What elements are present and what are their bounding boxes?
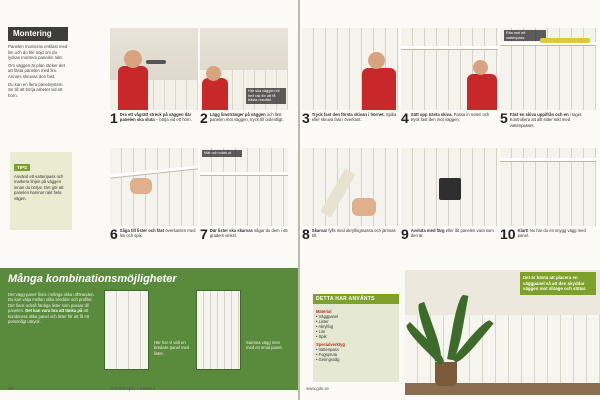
combinations-box bbox=[0, 268, 298, 390]
step-text: fylls med akrylfogmassa och jämnas till. bbox=[311, 228, 396, 239]
step-text: Passa in noten och tryck fast den mot väggen. bbox=[410, 112, 490, 123]
step-caption bbox=[401, 228, 498, 241]
step-title: Sätt upp nästa skiva. bbox=[410, 112, 453, 117]
materials-heading: DETTA HAR ANVÄNTS bbox=[313, 294, 399, 304]
panel-sample-photo bbox=[196, 290, 241, 370]
combinations-paragraph: Det vägg-panel finns i många olika utföranden. Du kan välja mellan olika bredder och profiler. Det finns också färdiga lister som passar till panelen. bbox=[8, 292, 95, 314]
photo-inset-label: Här ska väggen bli helt rak för att få bästa resultat bbox=[246, 88, 286, 104]
step-7-photo bbox=[200, 148, 288, 226]
step-number: 4 bbox=[401, 110, 409, 126]
step-4-photo bbox=[401, 28, 498, 110]
step-text: eller låt panelen vara som den är. bbox=[410, 228, 494, 239]
step-text: och fäst panelen mot väggen, tryck till ordentligt. bbox=[209, 112, 284, 123]
step-title: Där lister ska skarvas bbox=[209, 228, 253, 233]
tip-box bbox=[10, 152, 72, 230]
step-title: Tryck fast den första skivan i hörnet. bbox=[311, 112, 385, 117]
step-5-photo bbox=[500, 28, 596, 110]
step-title: Såga till lister och fäst bbox=[119, 228, 165, 233]
magazine-issue: Gör Det Själv • 10/2014 bbox=[110, 386, 155, 391]
step-number: 9 bbox=[401, 226, 409, 242]
step-10-photo bbox=[500, 148, 596, 226]
step-6-photo bbox=[110, 148, 198, 226]
photo-inset-label: Rita mot ett vattenpass bbox=[504, 30, 546, 41]
step-title: Avsluta med färg bbox=[410, 228, 445, 233]
photo-inset-label: Mät och märk ut bbox=[202, 150, 242, 157]
step-number: 5 bbox=[500, 110, 508, 126]
room-caption: Det är bästa att placera en väggpanel så att den skyddar väggen mot slitage och stötar. bbox=[520, 272, 596, 295]
tip-text: Använd ett vattenpass och markera linjen på väggen innan du börjar. Det gör att panelen hamnar rakt hela vägen. bbox=[14, 174, 64, 201]
step-title: Fäst en skiva uppifrån och en bbox=[509, 112, 569, 117]
combinations-text bbox=[8, 292, 98, 324]
intro-text bbox=[8, 44, 70, 100]
step-3-photo bbox=[302, 28, 399, 110]
step-caption bbox=[110, 112, 198, 125]
site-url: www.gds.se bbox=[306, 386, 329, 391]
materials-subheading: Material bbox=[316, 309, 332, 314]
step-1-photo bbox=[110, 28, 198, 110]
combinations-title: Många kombinationsmöjligheter bbox=[8, 273, 177, 285]
step-text: sågar du dem i 45 graders vinkel. bbox=[209, 228, 288, 239]
panel-sample-caption: Här har vi valt en bredare panel med lister. bbox=[154, 340, 190, 356]
tool-item: • Fogspruta bbox=[316, 351, 338, 357]
step-text: Nu har du en snygg vägg med panel. bbox=[517, 228, 586, 239]
step-title: Dra ett vågrätt streck på väggen där panelen ska sluta bbox=[119, 112, 192, 123]
combinations-highlight: Det kan vara bra att tänka på bbox=[25, 308, 83, 314]
step-text: överkanten med lim och spik. bbox=[119, 228, 196, 239]
panel-sample-photo bbox=[104, 290, 149, 370]
step-caption bbox=[302, 112, 399, 125]
step-title: Lägg limstränger på väggen bbox=[209, 112, 266, 117]
combinations-paragraph: att kombinera olika panel och lister för att få ett personligt uttryck. bbox=[8, 308, 89, 325]
section-header: Montering bbox=[8, 27, 68, 41]
step-number: 2 bbox=[200, 110, 208, 126]
intro-paragraph: Om väggen är plan räcker det att fästa panelen med lim. Annars skruvas den fast. bbox=[8, 62, 65, 79]
panel-sample-caption: Samma vägg men med en smal panel. bbox=[246, 340, 283, 351]
step-number: 8 bbox=[302, 226, 310, 242]
step-number: 1 bbox=[110, 110, 118, 126]
step-caption bbox=[110, 228, 198, 241]
step-caption bbox=[401, 112, 498, 125]
step-caption bbox=[500, 228, 596, 241]
step-caption bbox=[500, 112, 596, 128]
step-caption bbox=[200, 228, 288, 241]
material-item: • Akrylfog bbox=[316, 324, 334, 330]
page-number: 38 bbox=[8, 386, 13, 391]
step-text: – börja vid ett hörn. bbox=[155, 117, 192, 123]
step-caption bbox=[302, 228, 399, 241]
tool-item: • Vattenpass bbox=[316, 346, 339, 352]
step-number: 7 bbox=[200, 226, 208, 242]
intro-paragraph: Panelen monteras enklast med lim och du blir nöjd om du lyckas montera panelen rakt. bbox=[8, 44, 68, 61]
step-title: Klart! bbox=[517, 228, 529, 233]
step-number: 10 bbox=[500, 226, 516, 242]
step-2-photo bbox=[200, 28, 288, 110]
material-item: • Väggpanel bbox=[316, 314, 339, 320]
step-text: Spika eller skruva fast i överkant. bbox=[311, 112, 397, 123]
step-number: 6 bbox=[110, 226, 118, 242]
step-text: i taget. Kontrollera att allt sitter rakt med vattenpasset. bbox=[509, 112, 583, 128]
step-8-photo bbox=[302, 148, 399, 226]
tools-subheading: Specialverktyg bbox=[316, 341, 345, 347]
intro-paragraph: Du kan en flera panelsystem. Se till att börja arbetet vid ett hörn. bbox=[8, 81, 64, 98]
step-caption bbox=[200, 112, 288, 125]
material-item: • Lim bbox=[316, 329, 326, 335]
step-number: 3 bbox=[302, 110, 310, 126]
materials-box bbox=[313, 294, 399, 382]
step-title: Skarvar bbox=[311, 228, 328, 233]
plant-pot bbox=[435, 362, 457, 386]
tip-label: TIPS bbox=[14, 164, 30, 171]
material-item: • Spik bbox=[316, 334, 327, 340]
material-item: • Lister bbox=[316, 319, 329, 325]
step-9-photo bbox=[401, 148, 498, 226]
tool-item: • Geringssåg bbox=[316, 356, 340, 362]
